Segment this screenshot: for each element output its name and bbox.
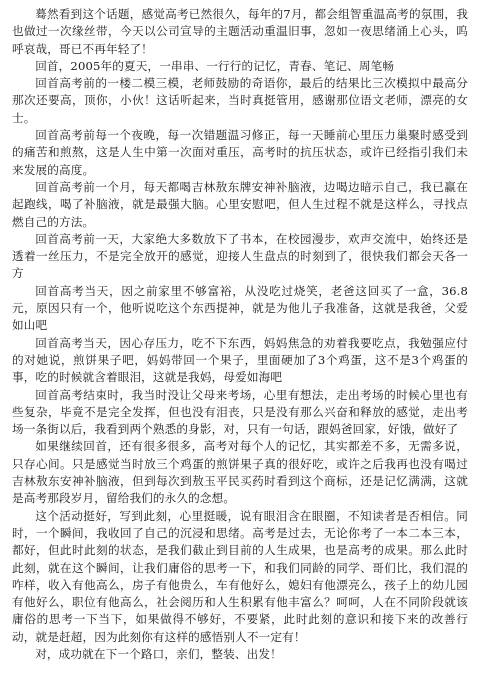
paragraph-2: 回首，2005年的夏天，一串串、一行行的记忆，青春、笔记、周笔畅 xyxy=(35,58,395,73)
paragraph-4: 回首高考前每一个夜晚，每一次错题温习修正，每一天睡前心里压力巢聚时感受到的痛苦和煎熬，这是人生中第一次面对重压，高考时的抗压状态，或许已经指引我们未来发展的高度。 xyxy=(12,128,468,177)
paragraph-10: 如果继续回首，还有很多很多，高考对每个人的记忆，其实都差不多，无需多说，只存心间。只是感觉当时放三个鸡蛋的煎饼果子真的很好吃，或许之后我再也没有喝过吉林敖东安神补脑液，但到每次到敖玉平民买药时看到这个商标，还是记忆满满，这就是高考那段岁月，留给我们的永久的念想。 xyxy=(12,439,468,506)
paragraph-1: 蓦然看到这个话题，感觉高考已然很久，每年的7月，都会组智重温高考的氛围，我也做过一次缘丝带，今天以公司宣导的主题活动重温旧事，忽如一夜思绪涌上心头，呜呼哀哉，哥已不再年轻了！ xyxy=(12,7,468,56)
paragraph-12: 对，成功就在下一个路口，亲们，整装、出发！ xyxy=(35,646,282,661)
paragraph-7: 回首高考当天，因之前家里不够富裕，从没吃过烧笑，老爸这回买了一盒，36.8元，原因只有一个，他听说吃这个东西提神，就是为他儿子我准备，这就是我爸，父爱如山吧 xyxy=(12,283,468,333)
paragraph-8: 回首高考当天，因心存压力，吃不下东西，妈妈焦急的劝着我要吃点，我勉强应付的对她说，煎饼果子吧，妈妈带回一个果子，里面硬加了3个鸡蛋，这不是3个鸡蛋的事，吃的时候就含着眼泪，这就是我妈，母爱如海吧 xyxy=(12,335,468,385)
paragraph-5: 回首高考前一个月，每天都喝吉林敖东牌安神补脑液，边喝边暗示自己，我已赢在起跑线，喝了补脑液，就是最强大脑。心里安慰吧，但人生过程不就是这样么，寻找点燃自己的方法。 xyxy=(12,179,468,229)
paragraph-3: 回首高考前的一楼二模三模，老师鼓励的奇语你，最后的结果比三次模拟中最高分那次还要高，顶你，小伙！这话听起来，当时真挺管用，感谢那位语文老师，漂亮的女士。 xyxy=(12,76,468,125)
paragraph-9: 回首高考结束时，我当时没让父母来考场，心里有想法，走出考场的时候心里也有些复杂，毕竟不是完全发挥，但也没有泪丧，只是没有那么兴奋和释放的感觉，走出考场一条街以后，我看到两个熟悉的身影，对，只有一句话，跟妈爸回家，好饿，做好了 xyxy=(12,387,468,437)
paragraph-11: 这个活动挺好，写到此刻，心里挺暖，说有眼泪含在眼圈，不知读者是否相信。同时，一个瞬间，我收回了自己的沉浸和思绪。高考是过去，无论你考了一本二本三本，都好，但此时此刻的状态，是我们截止到目前的人生成果，也是高考的成果。那么此时此刻，就在这个瞬间，让我们庸俗的思考一下，和我们同龄的同学、哥们比，我们混的咋样，收入有他高么，房子有他贵么，车有他好么，媳妇有他漂亮么，孩子上的幼儿园有他好么，职位有他高么，社会阅历和人生积累有他丰富么？呵呵，人在不同阶段就该庸俗的思考一下当下，如果做得不够好，不要紧，此时此刻的意识和接下来的改善行动，就是赶超，因为此刻你有这样的感悟别人不一定有！ xyxy=(12,508,468,644)
paragraph-6: 回首高考前一天，大家绝大多数放下了书本，在校园漫步，欢声交流中，始终还是透着一丝压力，不是完全放开的感觉，迎接人生盘点的时刻到了，很快我们都会天各一方 xyxy=(12,231,468,281)
